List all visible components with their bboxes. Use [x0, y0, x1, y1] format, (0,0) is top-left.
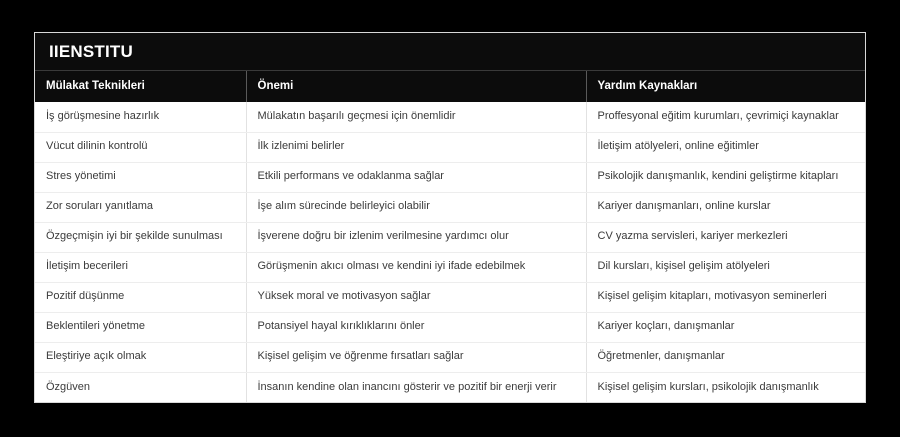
table-row	[35, 222, 865, 252]
table-row	[35, 282, 865, 312]
cell-technique: İletişim becerileri	[35, 252, 246, 282]
table-body	[35, 102, 865, 402]
cell-importance: Etkili performans ve odaklanma sağlar	[246, 162, 586, 192]
cell-resources: Kariyer danışmanları, online kurslar	[586, 192, 865, 222]
column-header-techniques[interactable]: Mülakat Teknikleri	[35, 71, 246, 102]
cell-importance: Mülakatın başarılı geçmesi için önemlidir	[246, 102, 586, 132]
cell-resources: Kişisel gelişim kursları, psikolojik danışmanlık	[586, 372, 865, 402]
table-row	[35, 102, 865, 132]
cell-importance: İşverene doğru bir izlenim verilmesine yardımcı olur	[246, 222, 586, 252]
cell-technique: Vücut dilinin kontrolü	[35, 132, 246, 162]
column-header-importance[interactable]: Önemi	[246, 71, 586, 102]
cell-importance: İşe alım sürecinde belirleyici olabilir	[246, 192, 586, 222]
cell-importance: İnsanın kendine olan inancını gösterir ve pozitif bir enerji verir	[246, 372, 586, 402]
cell-technique: İş görüşmesine hazırlık	[35, 102, 246, 132]
cell-importance: Kişisel gelişim ve öğrenme fırsatları sağlar	[246, 342, 586, 372]
table-row	[35, 312, 865, 342]
cell-resources: Psikolojik danışmanlık, kendini geliştirme kitapları	[586, 162, 865, 192]
interview-techniques-table	[35, 71, 865, 402]
brand-header	[35, 33, 865, 71]
cell-importance: Potansiyel hayal kırıklıklarını önler	[246, 312, 586, 342]
cell-resources: CV yazma servisleri, kariyer merkezleri	[586, 222, 865, 252]
cell-technique: Zor soruları yanıtlama	[35, 192, 246, 222]
cell-resources: Öğretmenler, danışmanlar	[586, 342, 865, 372]
cell-technique: Stres yönetimi	[35, 162, 246, 192]
cell-technique: Özgeçmişin iyi bir şekilde sunulması	[35, 222, 246, 252]
brand-logo-text: IIENSTITU	[49, 42, 133, 61]
cell-technique: Özgüven	[35, 372, 246, 402]
cell-technique: Eleştiriye açık olmak	[35, 342, 246, 372]
table-row	[35, 162, 865, 192]
cell-resources: Proffesyonal eğitim kurumları, çevrimiçi kaynaklar	[586, 102, 865, 132]
cell-resources: Kariyer koçları, danışmanlar	[586, 312, 865, 342]
column-header-resources[interactable]: Yardım Kaynakları	[586, 71, 865, 102]
cell-technique: Beklentileri yönetme	[35, 312, 246, 342]
table-header-row	[35, 71, 865, 102]
cell-resources: Kişisel gelişim kitapları, motivasyon seminerleri	[586, 282, 865, 312]
cell-importance: Yüksek moral ve motivasyon sağlar	[246, 282, 586, 312]
interview-techniques-card	[34, 32, 866, 403]
cell-importance: İlk izlenimi belirler	[246, 132, 586, 162]
cell-importance: Görüşmenin akıcı olması ve kendini iyi ifade edebilmek	[246, 252, 586, 282]
cell-resources: Dil kursları, kişisel gelişim atölyeleri	[586, 252, 865, 282]
table-row	[35, 252, 865, 282]
table-row	[35, 192, 865, 222]
table-row	[35, 132, 865, 162]
cell-resources: İletişim atölyeleri, online eğitimler	[586, 132, 865, 162]
table-row	[35, 342, 865, 372]
cell-technique: Pozitif düşünme	[35, 282, 246, 312]
table-head	[35, 71, 865, 102]
table-row	[35, 372, 865, 402]
